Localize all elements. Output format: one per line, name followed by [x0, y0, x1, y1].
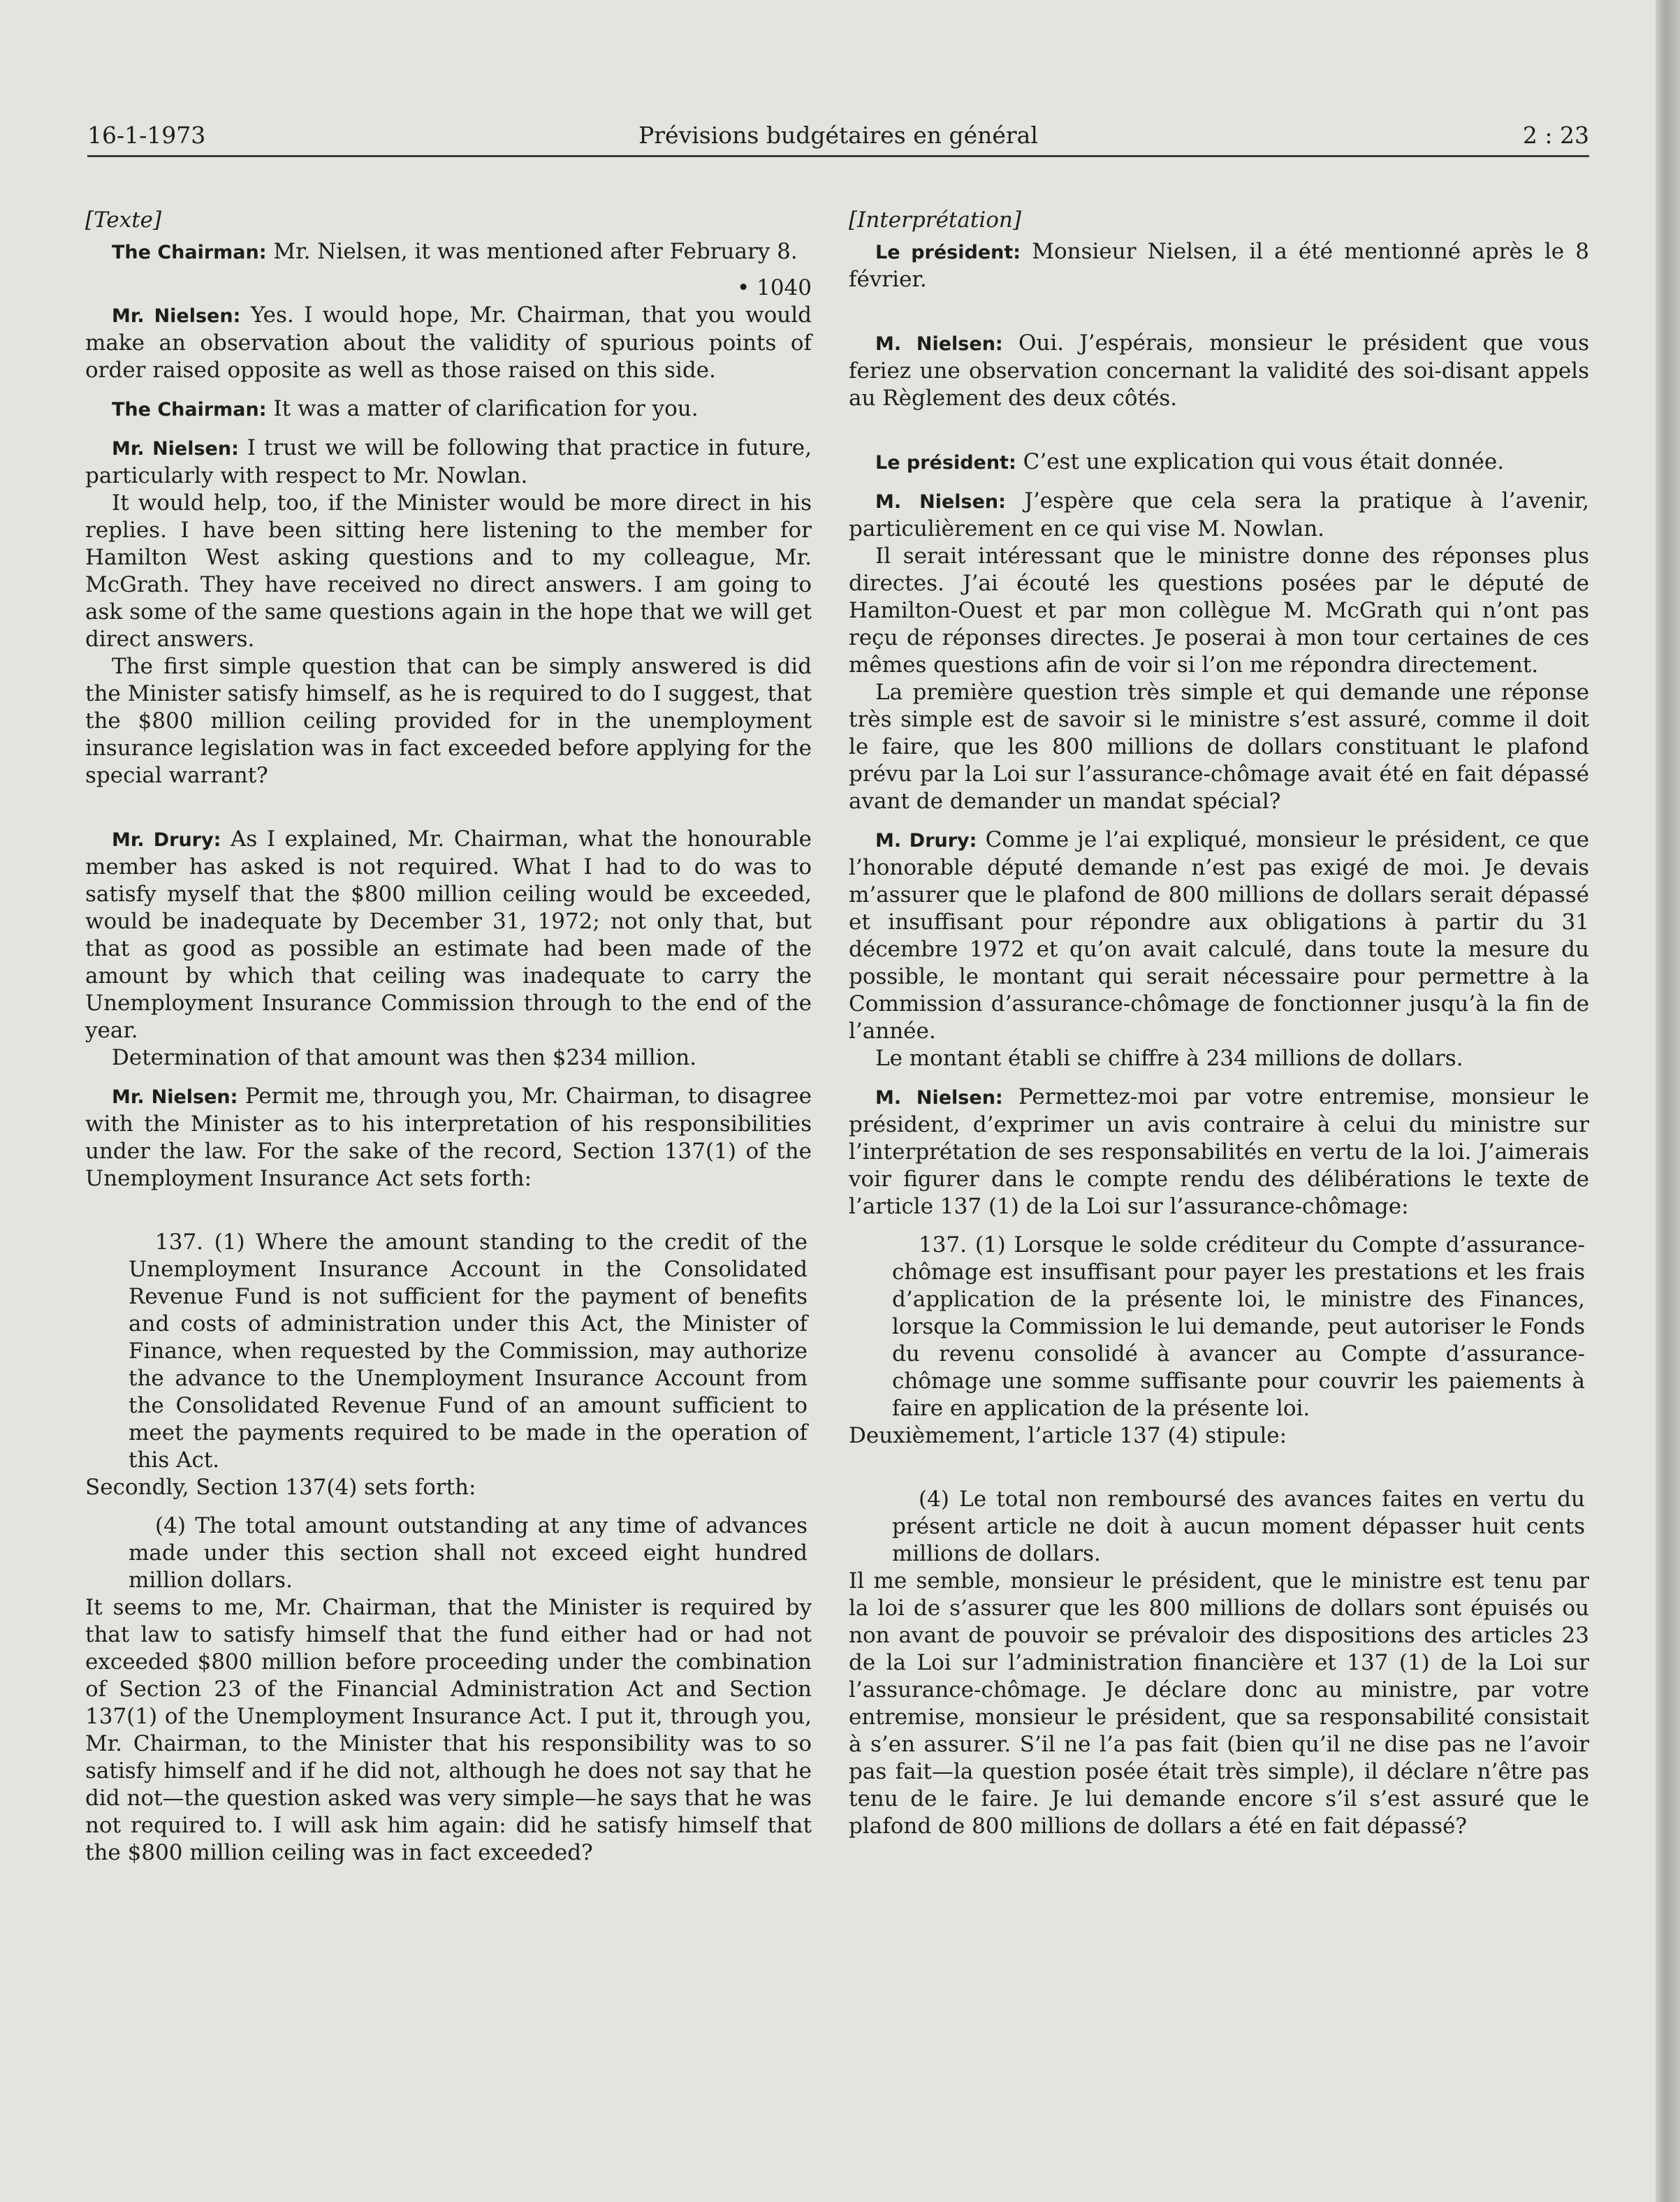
paragraph — [85, 395, 812, 423]
speaker-name: The Chairman: — [112, 399, 267, 421]
page-edge — [1656, 0, 1680, 2202]
header-page-number: 2 : 23 — [1522, 122, 1589, 149]
speaker-name: Mr. Nielsen: — [112, 305, 241, 327]
paragraph — [849, 1084, 1589, 1220]
french-column — [849, 207, 1589, 1840]
paragraph: Determination of that amount was then $234 million. — [112, 1045, 697, 1070]
paragraph: Il me semble, monsieur le président, que le ministre est tenu par la loi de s’assurer que les 800 millions de dollars sont épuisés ou non avant de pouvoir se prévaloir des dispositions des articles 23 de la Loi sur l’administration financière et 137 (1) de la Loi sur l’assurance-chômage. Je déclare donc au ministre, par votre entremise, monsieur le président, que sa responsabilité consistait à s’en assurer. S’il ne l’a pas fait (bien qu’il ne dise pas ne l’avoir pas fait—la question posée était très simple), il déclare n’être pas tenu de le faire. Je lui demande encore s’il s’est assuré que le plafond de 800 millions de dollars a été en fait dépassé? — [849, 1568, 1589, 1839]
paragraph: It would help, too, if the Minister would be more direct in his replies. I have been sitting here listening to the member for Hamilton West asking questions and to my colleague, Mr. McGrath. They have received no direct answers. I am going to ask some of the same questions again in the hope that we will get direct answers. — [85, 490, 812, 652]
time-marker: • 1040 — [736, 275, 812, 300]
speaker-name: M. Nielsen: — [875, 1087, 1003, 1109]
header-date: 16-1-1973 — [87, 122, 206, 149]
section-label: [Interprétation] — [849, 207, 1021, 233]
paragraph — [85, 302, 812, 384]
speech-text: Monsieur Nielsen, il a été mentionné après le 8 février. — [849, 239, 1589, 292]
statute-quote: 137. (1) Where the amount standing to the credit of the Unemployment Insurance Account in the Consolidated Revenue Fund is not sufficient for the payment of benefits and costs of administration under this Act, the Minister of Finance, when requested by the Commission, may authorize the advance to the Unemployment Insurance Account from the Consolidated Revenue Fund of an amount sufficient to meet the payments required to be made in the operation of this Act. — [129, 1230, 808, 1473]
paragraph — [849, 238, 1589, 293]
paragraph: The first simple question that can be simply answered is did the Minister satisfy himself, as he is required to do I suggest, that the $800 million ceiling provided for in the unemployment insurance legislation was in fact exceeded before applying for the special warrant? — [85, 654, 812, 788]
speech-text: It was a matter of clarification for you. — [273, 396, 699, 421]
speech-text: Mr. Nielsen, it was mentioned after February 8. — [273, 239, 798, 264]
speaker-name: M. Nielsen: — [875, 333, 1003, 355]
speaker-name: Mr. Drury: — [112, 829, 221, 851]
paragraph: It seems to me, Mr. Chairman, that the Minister is required by that law to satisfy himself that the fund either had or had not exceeded $800 million before proceeding under the combination of Section 23 of the Financial Administration Act and Section 137(1) of the Unemployment Insurance Act. I put it, through you, Mr. Chairman, to the Minister that his responsibility was to so satisfy himself and if he did not, although he does not say that he did not—the question asked was very simple—he says that he was not required to. I will ask him again: did he satisfy himself that the $800 million ceiling was in fact exceeded? — [85, 1595, 812, 1865]
speech-text: J’espère que cela sera la pratique à l’avenir, particulièrement en ce qui vise M. Nowlan. — [849, 488, 1589, 541]
speaker-name: Mr. Nielsen: — [112, 438, 239, 460]
speech-text: C’est une explication qui vous était donnée. — [1023, 449, 1505, 474]
speaker-name: Le président: — [875, 242, 1021, 263]
speech-text: Comme je l’ai expliqué, monsieur le président, ce que l’honorable député demande n’est pas exigé de moi. Je devais m’assurer que le plafond de 800 millions de dollars serait dépassé et insuffisant pour répondre aux obligations à partir du 31 décembre 1972 et qu’on avait calculé, dans toute la mesure du possible, le montant qui serait nécessaire pour permettre à la Commission d’assurance-chômage de fonctionner jusqu’à la fin de l’année. — [849, 827, 1590, 1044]
speech-text: As I explained, Mr. Chairman, what the honourable member has asked is not required. What I had to do was to satisfy myself that the $800 million ceiling would be exceeded, would be inadequate by December 31, 1972; not only that, but that as good as possible an estimate had been made of the amount by which that ceiling was inadequate to carry the Unemployment Insurance Commission through to the end of the year. — [85, 826, 812, 1043]
paragraph: La première question très simple et qui demande une réponse très simple est de savoir si le ministre s’est assuré, comme il doit le faire, que les 800 millions de dollars constituant le plafond prévu par la Loi sur l’assurance-chômage avait été en fait dépassé avant de demander un mandat spécial? — [849, 680, 1589, 814]
paragraph — [849, 488, 1589, 543]
speaker-name: The Chairman: — [112, 242, 267, 263]
speaker-name: Le président: — [875, 452, 1016, 474]
statute-quote: 137. (1) Lorsque le solde créditeur du Compte d’assurance-chômage est insuffisant pour payer les prestations et les frais d’application de la présente loi, le ministre des Finances, lorsque la Commission le lui demande, peut autoriser le Fonds du revenu consolidé à avancer au Compte d’assurance-chômage une somme suffisante pour couvrir les paiements à faire en application de la présente loi. — [892, 1232, 1585, 1421]
paragraph — [85, 826, 812, 1044]
paragraph — [85, 1083, 812, 1193]
english-column — [85, 207, 812, 1867]
speaker-name: Mr. Nielsen: — [112, 1086, 238, 1108]
speaker-name: M. Drury: — [875, 830, 977, 852]
statute-quote: (4) The total amount outstanding at any time of advances made under this section shall not exceed eight hundred million dollars. — [129, 1513, 808, 1593]
speech-text: I trust we will be following that practice in future, particularly with respect to Mr. Nowlan. — [85, 435, 812, 488]
paragraph: Le montant établi se chiffre à 234 millions de dollars. — [875, 1046, 1463, 1071]
speech-text: Yes. I would hope, Mr. Chairman, that you would make an observation about the validity of spurious points of order raised opposite as well as those raised on this side. — [85, 302, 812, 383]
paragraph: Secondly, Section 137(4) sets forth: — [85, 1475, 476, 1500]
paragraph: Deuxièmement, l’article 137 (4) stipule: — [849, 1423, 1287, 1448]
running-header — [87, 122, 1589, 157]
speech-text: Oui. J’espérais, monsieur le président que vous feriez une observation concernant la validité des soi-disant appels au Règlement des deux côtés. — [849, 330, 1589, 411]
paragraph — [849, 826, 1589, 1045]
speech-text: Permit me, through you, Mr. Chairman, to disagree with the Minister as to his interpretation of his responsibilities under the law. For the sake of the record, Section 137(1) of the Unemployment Insurance Act sets forth: — [85, 1084, 812, 1191]
paragraph — [85, 435, 812, 490]
paragraph — [849, 330, 1589, 412]
statute-quote: (4) Le total non remboursé des avances faites en vertu du présent article ne doit à aucun moment dépasser huit cents millions de dollars. — [892, 1487, 1585, 1566]
section-label: [Texte] — [85, 207, 162, 233]
paragraph — [849, 449, 1589, 476]
paragraph: Il serait intéressant que le ministre donne des réponses plus directes. J’ai écouté les questions posées par le député de Hamilton-Ouest et par mon collègue M. McGrath qui n’ont pas reçu de réponses directes. Je poserai à mon tour certaines de ces mêmes questions afin de voir si l’on me répondra directement. — [849, 544, 1589, 678]
speech-text: Permettez-moi par votre entremise, monsieur le président, d’exprimer un avis contraire à celui du ministre sur l’interprétation de ses responsabilités en vertu de la loi. J’aimerais voir figurer dans le compte rendu des délibérations le texte de l’article 137 (1) de la Loi sur l’assurance-chômage: — [849, 1084, 1589, 1219]
header-title: Prévisions budgétaires en général — [638, 122, 1038, 149]
speaker-name: M. Nielsen: — [875, 491, 1006, 513]
paragraph — [85, 238, 812, 266]
